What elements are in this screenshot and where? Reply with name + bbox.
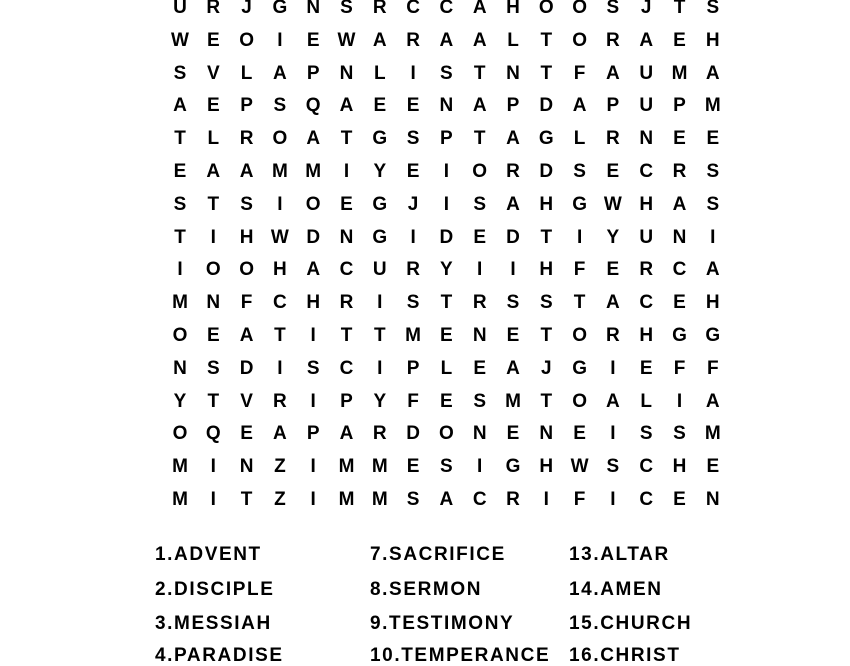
grid-letter: R — [372, 423, 387, 445]
grid-letter: A — [606, 390, 620, 412]
grid-letter: P — [240, 95, 253, 117]
grid-letter: E — [706, 128, 720, 150]
grid-letter: N — [472, 423, 487, 445]
grid-letter: L — [207, 128, 220, 150]
grid-letter: S — [406, 128, 420, 150]
grid-letter: O — [472, 161, 488, 182]
word-list-item: 10.TEMPERANCE — [370, 645, 551, 666]
grid-letter: R — [606, 29, 620, 51]
grid-letter: T — [373, 325, 386, 346]
grid-letter: I — [210, 489, 216, 510]
grid-letter: A — [472, 29, 487, 51]
grid-letter: F — [240, 292, 253, 314]
grid-letter: E — [206, 325, 220, 346]
grid-letter: A — [705, 390, 720, 412]
grid-letter: T — [174, 128, 186, 150]
grid-letter: T — [340, 128, 353, 150]
grid-letter: E — [673, 292, 686, 314]
grid-letter: A — [606, 292, 620, 314]
grid-letter: I — [477, 259, 483, 281]
grid-letter: I — [443, 193, 450, 215]
grid-letter: I — [410, 62, 416, 84]
grid-letter: N — [339, 62, 354, 84]
grid-letter: L — [507, 29, 519, 51]
grid-letter: I — [410, 226, 416, 248]
grid-letter: E — [306, 29, 320, 51]
word-list-item: 7.SACRIFICE — [370, 544, 506, 565]
grid-letter: E — [340, 193, 353, 215]
word-list-item: 9.TESTIMONY — [370, 613, 515, 634]
grid-letter: D — [439, 226, 454, 248]
grid-letter: U — [639, 226, 654, 248]
grid-letter: A — [639, 29, 654, 51]
grid-letter: H — [705, 29, 720, 51]
grid-letter: F — [573, 489, 586, 510]
grid-letter: I — [443, 161, 450, 182]
grid-letter: G — [572, 357, 587, 379]
grid-letter: S — [606, 0, 620, 18]
grid-letter: T — [473, 128, 486, 150]
grid-letter: A — [439, 489, 454, 510]
grid-letter: O — [572, 390, 587, 412]
grid-letter: S — [240, 193, 253, 215]
grid-letter: S — [706, 0, 720, 18]
grid-letter: L — [640, 390, 652, 412]
grid-letter: G — [572, 193, 587, 215]
grid-letter: M — [371, 489, 388, 510]
grid-letter: R — [606, 128, 620, 150]
grid-letter: S — [706, 193, 720, 215]
word-list-item: 8.SERMON — [370, 579, 483, 600]
grid-letter: R — [339, 292, 354, 314]
grid-letter: I — [277, 357, 283, 379]
grid-letter: P — [406, 357, 420, 379]
grid-letter: H — [639, 325, 654, 346]
grid-letter: R — [606, 325, 620, 346]
grid-letter: M — [172, 292, 188, 314]
grid-letter: C — [339, 259, 354, 281]
grid-letter: S — [273, 95, 287, 117]
grid-letter: S — [673, 423, 686, 445]
grid-letter: T — [340, 325, 353, 346]
grid-letter: Y — [440, 259, 453, 281]
grid-letter: I — [377, 357, 383, 379]
grid-letter: H — [539, 456, 554, 478]
grid-letter: E — [673, 489, 686, 510]
grid-letter: E — [440, 390, 453, 412]
grid-letter: L — [440, 357, 453, 379]
grid-letter: Y — [173, 390, 187, 412]
grid-letter: I — [210, 456, 216, 478]
grid-letter: A — [306, 128, 321, 150]
grid-letter: T — [207, 390, 220, 412]
grid-letter: E — [706, 456, 720, 478]
grid-letter: D — [506, 226, 520, 248]
grid-letter: A — [273, 423, 287, 445]
grid-letter: M — [338, 489, 355, 510]
grid-letter: T — [573, 292, 586, 314]
grid-letter: P — [606, 95, 620, 117]
grid-letter: M — [505, 390, 521, 412]
grid-letter: P — [440, 128, 453, 150]
grid-letter: I — [177, 259, 183, 281]
grid-letter: D — [306, 226, 321, 248]
grid-letter: S — [306, 357, 320, 379]
grid-letter: O — [572, 0, 587, 18]
grid-letter: N — [173, 357, 187, 379]
grid-letter: M — [704, 423, 721, 445]
grid-letter: C — [439, 0, 454, 18]
grid-letter: F — [573, 259, 586, 281]
grid-letter: W — [171, 29, 189, 51]
word-list-item: 15.CHURCH — [569, 613, 693, 634]
grid-letter: S — [206, 357, 220, 379]
grid-letter: S — [639, 423, 653, 445]
grid-letter: A — [439, 29, 454, 51]
grid-letter: A — [173, 95, 187, 117]
grid-letter: I — [676, 390, 683, 412]
grid-letter: P — [506, 95, 520, 117]
grid-letter: I — [610, 489, 616, 510]
grid-letter: L — [240, 62, 253, 84]
grid-letter: R — [472, 292, 487, 314]
grid-letter: T — [240, 489, 253, 510]
grid-letter: I — [277, 29, 283, 51]
grid-letter: I — [576, 226, 583, 248]
grid-letter: I — [310, 489, 316, 510]
grid-letter: R — [206, 0, 221, 18]
grid-letter: J — [407, 193, 419, 215]
grid-letter: R — [273, 390, 287, 412]
grid-letter: W — [570, 456, 589, 478]
grid-letter: A — [705, 62, 720, 84]
grid-letter: T — [540, 390, 553, 412]
grid-letter: A — [506, 128, 520, 150]
grid-letter: J — [241, 0, 252, 18]
grid-letter: E — [173, 161, 187, 182]
grid-letter: I — [277, 193, 283, 215]
grid-letter: I — [310, 325, 316, 346]
grid-letter: T — [540, 226, 553, 248]
grid-letter: P — [340, 390, 353, 412]
grid-letter: C — [639, 456, 654, 478]
grid-letter: E — [406, 161, 420, 182]
grid-letter: O — [172, 325, 188, 346]
grid-letter: O — [239, 259, 254, 281]
grid-letter: T — [207, 193, 220, 215]
grid-letter: I — [610, 357, 616, 379]
grid-letter: U — [173, 0, 187, 18]
grid-letter: L — [373, 62, 386, 84]
grid-letter: S — [473, 193, 487, 215]
grid-letter: S — [473, 390, 487, 412]
grid-letter: H — [639, 193, 654, 215]
grid-letter: M — [704, 95, 721, 117]
grid-letter: E — [606, 259, 620, 281]
grid-letter: E — [373, 95, 387, 117]
grid-letter: M — [405, 325, 421, 346]
grid-letter: O — [272, 128, 288, 150]
grid-letter: N — [239, 456, 254, 478]
grid-letter: I — [377, 292, 383, 314]
grid-letter: R — [506, 161, 520, 182]
grid-letter: G — [538, 128, 554, 150]
grid-letter: A — [506, 357, 520, 379]
grid-letter: C — [639, 292, 654, 314]
grid-letter: N — [506, 62, 520, 84]
grid-letter: G — [505, 456, 521, 478]
grid-letter: T — [540, 325, 553, 346]
grid-letter: T — [440, 292, 453, 314]
grid-letter: O — [172, 423, 188, 445]
grid-letter: R — [239, 128, 254, 150]
grid-letter: I — [477, 456, 483, 478]
grid-letter: M — [172, 489, 188, 510]
grid-letter: O — [572, 29, 587, 51]
grid-letter: S — [706, 161, 720, 182]
grid-letter: A — [705, 259, 720, 281]
grid-letter: S — [539, 292, 553, 314]
grid-letter: G — [272, 0, 288, 18]
grid-letter: Z — [274, 489, 286, 510]
grid-letter: D — [539, 95, 554, 117]
grid-letter: E — [673, 29, 686, 51]
grid-letter: A — [239, 325, 254, 346]
word-list-item: 4.PARADISE — [155, 645, 284, 666]
grid-letter: I — [310, 456, 316, 478]
grid-letter: A — [506, 193, 520, 215]
grid-letter: O — [538, 0, 554, 18]
grid-letter: I — [710, 226, 716, 248]
grid-letter: H — [273, 259, 287, 281]
grid-letter: O — [439, 423, 454, 445]
grid-letter: M — [371, 456, 388, 478]
grid-letter: E — [240, 423, 253, 445]
grid-letter: P — [306, 423, 320, 445]
grid-letter: Q — [205, 423, 221, 445]
grid-letter: A — [372, 29, 387, 51]
grid-letter: E — [606, 161, 620, 182]
grid-letter: H — [705, 292, 720, 314]
grid-letter: R — [672, 161, 687, 182]
grid-letter: M — [172, 456, 188, 478]
grid-letter: R — [506, 489, 520, 510]
grid-letter: W — [270, 226, 289, 248]
grid-letter: E — [473, 226, 487, 248]
grid-letter: Y — [373, 390, 387, 412]
grid-letter: C — [406, 0, 420, 18]
grid-letter: E — [473, 357, 487, 379]
grid-letter: T — [473, 62, 486, 84]
grid-letter: I — [543, 489, 549, 510]
grid-letter: G — [372, 193, 388, 215]
grid-letter: O — [305, 193, 321, 215]
grid-letter: I — [343, 161, 350, 182]
grid-letter: N — [339, 226, 354, 248]
grid-letter: M — [338, 456, 355, 478]
grid-letter: E — [206, 29, 220, 51]
grid-letter: S — [406, 292, 420, 314]
grid-letter: P — [306, 62, 320, 84]
grid-letter: O — [239, 29, 254, 51]
grid-letter: N — [539, 423, 554, 445]
grid-letter: Q — [305, 95, 321, 117]
grid-letter: P — [673, 95, 686, 117]
grid-letter: A — [206, 161, 221, 182]
grid-letter: F — [407, 390, 419, 412]
grid-letter: H — [672, 456, 687, 478]
grid-letter: I — [210, 226, 216, 248]
grid-letter: A — [339, 423, 354, 445]
grid-letter: E — [406, 456, 420, 478]
grid-letter: S — [173, 62, 187, 84]
grid-letter: D — [239, 357, 254, 379]
grid-letter: T — [540, 29, 553, 51]
grid-letter: V — [206, 62, 220, 84]
grid-letter: H — [239, 226, 254, 248]
grid-letter: E — [440, 325, 453, 346]
grid-letter: N — [472, 325, 487, 346]
grid-letter: U — [372, 259, 387, 281]
grid-letter: N — [672, 226, 687, 248]
grid-letter: Z — [274, 456, 286, 478]
grid-letter: S — [573, 161, 586, 182]
grid-letter: N — [639, 128, 654, 150]
grid-letter: R — [406, 29, 420, 51]
grid-letter: N — [705, 489, 720, 510]
grid-letter: F — [673, 357, 686, 379]
grid-letter: A — [472, 0, 487, 18]
word-list-item: 16.CHRIST — [569, 645, 681, 666]
grid-letter: R — [372, 0, 387, 18]
grid-letter: S — [606, 456, 620, 478]
grid-letter: T — [174, 226, 186, 248]
grid-letter: D — [406, 423, 420, 445]
grid-letter: A — [672, 193, 687, 215]
grid-letter: N — [206, 292, 221, 314]
grid-letter: T — [540, 62, 553, 84]
grid-letter: W — [337, 29, 356, 51]
grid-letter: H — [539, 193, 554, 215]
grid-letter: A — [339, 95, 354, 117]
grid-letter: N — [439, 95, 454, 117]
grid-letter: M — [671, 62, 688, 84]
grid-letter: T — [673, 0, 686, 18]
grid-letter: H — [506, 0, 520, 18]
grid-letter: U — [639, 95, 654, 117]
grid-letter: A — [606, 62, 620, 84]
grid-letter: U — [639, 62, 654, 84]
grid-letter: G — [672, 325, 687, 346]
grid-letter: S — [340, 0, 353, 18]
grid-letter: S — [440, 62, 453, 84]
grid-letter: D — [539, 161, 554, 182]
grid-letter: M — [305, 161, 322, 182]
grid-letter: E — [673, 128, 686, 150]
grid-letter: W — [603, 193, 622, 215]
grid-letter: A — [273, 62, 287, 84]
word-list-item: 14.AMEN — [569, 579, 663, 600]
word-list-item: 13.ALTAR — [569, 544, 670, 565]
grid-letter: L — [573, 128, 586, 150]
grid-letter: C — [639, 161, 654, 182]
grid-letter: E — [639, 357, 653, 379]
grid-letter: S — [506, 292, 520, 314]
grid-letter: C — [639, 489, 654, 510]
grid-letter: A — [306, 259, 321, 281]
word-list-item: 3.MESSIAH — [155, 613, 272, 634]
grid-letter: J — [640, 0, 652, 18]
word-list-item: 2.DISCIPLE — [155, 579, 275, 600]
grid-letter: H — [306, 292, 321, 314]
grid-letter: A — [239, 161, 254, 182]
grid-letter: A — [472, 95, 487, 117]
grid-letter: A — [572, 95, 587, 117]
grid-letter: S — [406, 489, 420, 510]
grid-letter: G — [372, 128, 388, 150]
grid-letter: S — [173, 193, 187, 215]
grid-letter: J — [541, 357, 552, 379]
grid-letter: C — [472, 489, 487, 510]
word-list-item: 1.ADVENT — [155, 544, 262, 565]
grid-letter: F — [706, 357, 719, 379]
grid-letter: C — [273, 292, 287, 314]
grid-letter: O — [205, 259, 221, 281]
grid-letter: H — [539, 259, 554, 281]
grid-letter: I — [310, 390, 316, 412]
grid-letter: I — [610, 423, 616, 445]
grid-letter: O — [572, 325, 587, 346]
grid-letter: T — [274, 325, 286, 346]
grid-letter: Y — [606, 226, 620, 248]
grid-letter: R — [639, 259, 654, 281]
grid-letter: C — [339, 357, 354, 379]
grid-letter: M — [271, 161, 288, 182]
grid-letter: E — [573, 423, 586, 445]
grid-letter: E — [506, 325, 520, 346]
grid-letter: G — [705, 325, 721, 346]
grid-letter: G — [372, 226, 388, 248]
grid-letter: E — [406, 95, 420, 117]
grid-letter: I — [510, 259, 516, 281]
grid-letter: C — [672, 259, 687, 281]
grid-letter: S — [440, 456, 453, 478]
grid-letter: E — [206, 95, 220, 117]
grid-letter: F — [573, 62, 586, 84]
grid-letter: N — [306, 0, 321, 18]
grid-letter: R — [406, 259, 420, 281]
grid-letter: V — [240, 390, 253, 412]
grid-letter: Y — [373, 161, 387, 182]
grid-letter: E — [506, 423, 520, 445]
